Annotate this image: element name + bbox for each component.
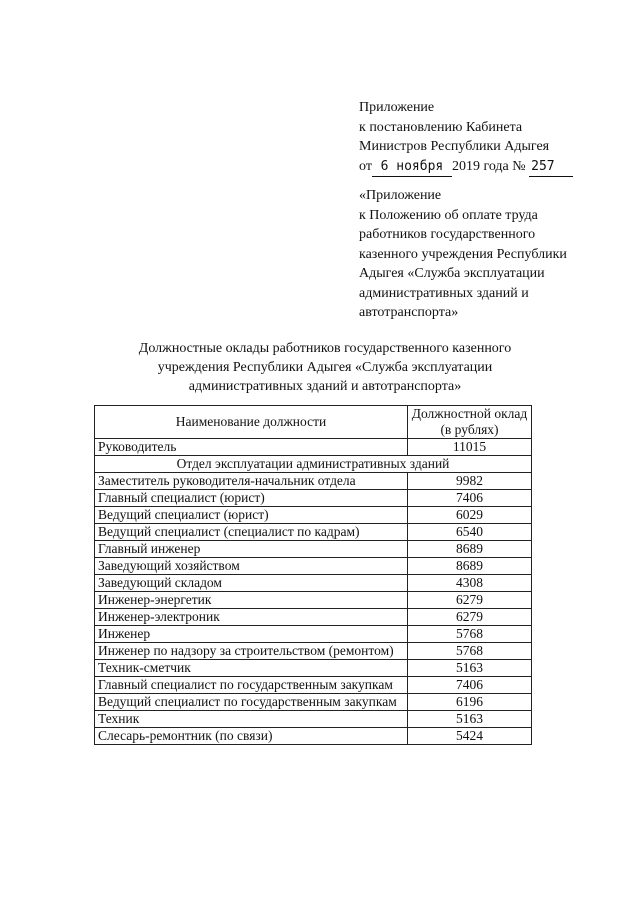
handwritten-number: 257: [529, 157, 573, 178]
salary-cell: 5163: [408, 660, 532, 677]
table-row: [95, 558, 532, 575]
salary-cell: 5768: [408, 643, 532, 660]
salary-cell: 6279: [408, 592, 532, 609]
table-row: [95, 728, 532, 745]
position-cell: Главный инженер: [95, 541, 408, 558]
header-position: Наименование должности: [95, 406, 408, 439]
appendix-word: Кабинета: [465, 119, 523, 135]
table-row: [95, 626, 532, 643]
salary-cell: 11015: [408, 439, 532, 456]
table-row: [95, 473, 532, 490]
regulation-word: казенного: [359, 246, 418, 262]
regulation-line: [359, 284, 585, 304]
title-line: административных зданий и автотранспорта»: [188, 379, 462, 394]
regulation-line: работников государственного: [359, 227, 536, 242]
date-prefix: от: [359, 158, 372, 174]
handwritten-date: 6 ноября: [372, 157, 452, 178]
position-cell: Ведущий специалист (специалист по кадрам): [95, 524, 408, 541]
salary-cell: 6279: [408, 609, 532, 626]
position-cell: Главный специалист по государственным закупкам: [95, 677, 408, 694]
table-row: [95, 507, 532, 524]
appendix-date-line: [359, 157, 581, 178]
salary-cell: 9982: [408, 473, 532, 490]
position-cell: Ведущий специалист по государственным закупкам: [95, 694, 408, 711]
position-cell: Инженер-электроник: [95, 609, 408, 626]
header-salary-unit: (в рублях): [440, 422, 499, 437]
salary-cell: 4308: [408, 575, 532, 592]
table-row: [95, 592, 532, 609]
regulation-line: автотранспорта»: [359, 305, 459, 320]
resolution-appendix-block: [359, 98, 581, 177]
regulation-word: учреждения: [421, 246, 494, 262]
table-row: [95, 643, 532, 660]
position-cell: Инженер по надзору за строительством (ремонтом): [95, 643, 408, 660]
header-salary: [408, 406, 532, 439]
salary-cell: 6196: [408, 694, 532, 711]
appendix-word: к: [359, 119, 366, 135]
table-header-row: [95, 406, 532, 439]
appendix-resolution-line: [359, 118, 581, 138]
appendix-heading: Приложение: [359, 100, 435, 115]
table-row: [95, 660, 532, 677]
header-salary-line: Должностной оклад: [411, 406, 528, 421]
table-row: [95, 609, 532, 626]
table-row: [95, 439, 532, 456]
table-row: [95, 541, 532, 558]
salary-cell: 8689: [408, 558, 532, 575]
position-cell: Ведущий специалист (юрист): [95, 507, 408, 524]
table-row: [95, 575, 532, 592]
table-row: [95, 490, 532, 507]
position-cell: Инженер-энергетик: [95, 592, 408, 609]
salary-cell: 7406: [408, 677, 532, 694]
regulation-word: и: [521, 285, 529, 301]
title-line: учреждения Республики Адыгея «Служба эксплуатации: [157, 360, 493, 375]
salary-cell: 5424: [408, 728, 532, 745]
salary-table: [94, 405, 532, 745]
position-cell: Заведующий хозяйством: [95, 558, 408, 575]
regulation-word: «Служба: [407, 266, 461, 281]
position-cell: Главный специалист (юрист): [95, 490, 408, 507]
date-suffix: 2019 года №: [451, 158, 526, 174]
salary-cell: 6540: [408, 524, 532, 541]
appendix-cabinet-line: Министров Республики Адыгея: [359, 139, 550, 154]
salary-cell: 6029: [408, 507, 532, 524]
salary-cell: 5768: [408, 626, 532, 643]
table-row: [95, 711, 532, 728]
position-cell: Слесарь-ремонтник (по связи): [95, 728, 408, 745]
section-row: [95, 456, 532, 473]
regulation-word: административных: [359, 285, 474, 301]
salary-cell: 7406: [408, 490, 532, 507]
salary-cell: 5163: [408, 711, 532, 728]
section-title: Отдел эксплуатации административных зданий: [95, 456, 532, 473]
regulation-word: эксплуатации: [463, 266, 545, 281]
document-title: [130, 339, 520, 396]
regulation-word: Адыгея: [359, 266, 404, 281]
position-cell: Руководитель: [95, 439, 408, 456]
table-row: [95, 694, 532, 711]
position-cell: Заведующий складом: [95, 575, 408, 592]
position-cell: Техник-сметчик: [95, 660, 408, 677]
position-cell: Инженер: [95, 626, 408, 643]
salary-cell: 8689: [408, 541, 532, 558]
appendix-word: постановлению: [369, 119, 463, 135]
regulation-line: [359, 264, 585, 284]
table-row: [95, 524, 532, 541]
regulation-word: зданий: [476, 285, 518, 301]
title-line: Должностные оклады работников государственного казенного: [138, 341, 512, 356]
regulation-word: Республики: [496, 246, 567, 262]
table-row: [95, 677, 532, 694]
position-cell: Заместитель руководителя-начальник отдела: [95, 473, 408, 490]
regulation-line: к Положению об оплате труда: [359, 207, 538, 223]
regulation-line: [359, 245, 585, 265]
regulation-heading: «Приложение: [359, 188, 442, 203]
position-cell: Техник: [95, 711, 408, 728]
regulation-appendix-block: [359, 186, 585, 323]
